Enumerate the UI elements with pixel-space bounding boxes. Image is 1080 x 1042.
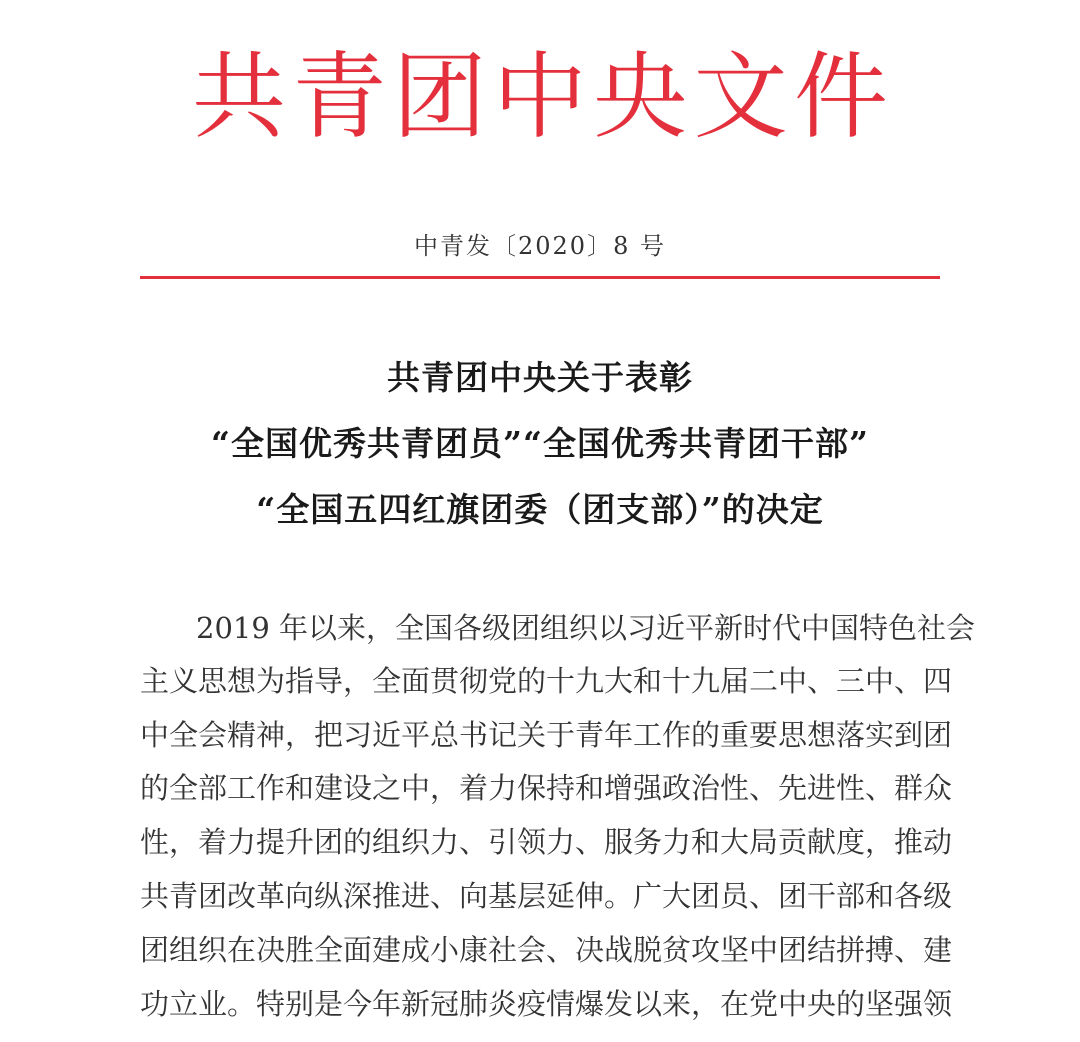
- red-divider: [140, 276, 940, 279]
- body-line: 团组织在决胜全面建成小康社会、决战脱贫攻坚中团结拼搏、建: [140, 933, 953, 967]
- body-line: 性，着力提升团的组织力、引领力、服务力和大局贡献度，推动: [140, 825, 953, 859]
- body-line: 的全部工作和建设之中，着力保持和增强政治性、先进性、群众: [140, 771, 953, 805]
- body-line: 中全会精神，把习近平总书记关于青年工作的重要思想落实到团: [140, 718, 953, 752]
- body-line: 主义思想为指导，全面贯彻党的十九大和十九届二中、三中、四: [140, 664, 953, 698]
- masthead-char: 团: [392, 42, 487, 152]
- document-masthead: [190, 28, 890, 152]
- title-line: 共青团中央关于表彰: [387, 358, 693, 397]
- body-line: 功立业。特别是今年新冠肺炎疫情爆发以来，在党中央的坚强领: [140, 987, 953, 1021]
- body-line: 2019 年以来，全国各级团组织以习近平新时代中国特色社会: [196, 611, 976, 645]
- title-line: “全国五四红旗团委（团支部）”的决定: [256, 490, 824, 529]
- masthead-char: 青: [292, 42, 387, 152]
- document-number: 中青发〔2020〕8 号: [414, 232, 666, 260]
- body-line: 共青团改革向纵深推进、向基层延伸。广大团员、团干部和各级: [140, 879, 953, 913]
- masthead-char: 共: [191, 42, 286, 152]
- title-line: “全国优秀共青团员”“全国优秀共青团干部”: [211, 424, 869, 463]
- masthead-char: 中: [492, 42, 587, 152]
- masthead-char: 文: [693, 42, 788, 152]
- masthead-char: 央: [593, 42, 688, 152]
- masthead-char: 件: [793, 42, 888, 152]
